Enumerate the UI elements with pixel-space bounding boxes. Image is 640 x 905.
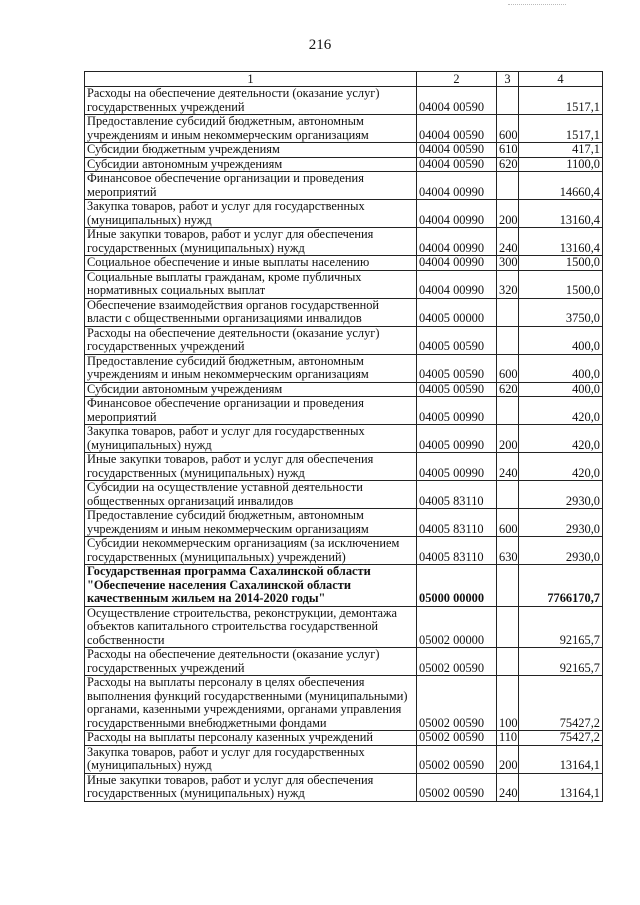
row-amount-cell: 13164,1 [519, 773, 603, 801]
row-code-cell: 05002 00590 [417, 676, 497, 731]
row-code-cell: 04004 00590 [417, 157, 497, 172]
row-name-cell: Расходы на выплаты персоналу казенных учреждений [85, 731, 417, 746]
row-name-cell: Финансовое обеспечение организации и проведения мероприятий [85, 397, 417, 425]
row-code-cell: 04005 00590 [417, 382, 497, 397]
header-col-code: 2 [417, 72, 497, 87]
row-code-cell: 04005 00990 [417, 453, 497, 481]
row-amount-cell: 14660,4 [519, 172, 603, 200]
row-type-cell: 600 [497, 354, 519, 382]
row-type-cell: 300 [497, 256, 519, 271]
row-name-cell: Предоставление субсидий бюджетным, автономным учреждениям и иным некоммерческим организациям [85, 509, 417, 537]
row-amount-cell: 417,1 [519, 143, 603, 158]
row-code-cell: 04004 00590 [417, 115, 497, 143]
row-amount-cell: 13160,4 [519, 228, 603, 256]
row-code-cell: 05002 00590 [417, 773, 497, 801]
row-code-cell: 05002 00590 [417, 745, 497, 773]
budget-table [84, 71, 603, 802]
table-row [85, 228, 603, 256]
table-row [85, 731, 603, 746]
row-code-cell: 04004 00990 [417, 270, 497, 298]
header-col-amount: 4 [519, 72, 603, 87]
row-name-cell: Расходы на обеспечение деятельности (оказание услуг) государственных учреждений [85, 648, 417, 676]
row-name-cell: Закупка товаров, работ и услуг для государственных (муниципальных) нужд [85, 425, 417, 453]
table-row [85, 537, 603, 565]
row-name-cell: Иные закупки товаров, работ и услуг для обеспечения государственных (муниципальных) нужд [85, 453, 417, 481]
table-row [85, 172, 603, 200]
row-type-cell: 610 [497, 143, 519, 158]
row-amount-cell: 1100,0 [519, 157, 603, 172]
row-amount-cell: 92165,7 [519, 648, 603, 676]
row-code-cell: 04005 00000 [417, 298, 497, 326]
row-type-cell: 200 [497, 200, 519, 228]
header-col-type: 3 [497, 72, 519, 87]
row-type-cell: 240 [497, 453, 519, 481]
row-name-cell: Субсидии бюджетным учреждениям [85, 143, 417, 158]
row-amount-cell: 400,0 [519, 354, 603, 382]
row-amount-cell: 1500,0 [519, 256, 603, 271]
row-type-cell: 320 [497, 270, 519, 298]
row-amount-cell: 2930,0 [519, 537, 603, 565]
row-code-cell: 04004 00590 [417, 143, 497, 158]
row-amount-cell: 420,0 [519, 453, 603, 481]
row-type-cell: 100 [497, 676, 519, 731]
row-amount-cell: 3750,0 [519, 298, 603, 326]
table-row [85, 298, 603, 326]
table-row [85, 481, 603, 509]
row-name-cell: Закупка товаров, работ и услуг для государственных (муниципальных) нужд [85, 200, 417, 228]
row-type-cell: 200 [497, 745, 519, 773]
table-row [85, 143, 603, 158]
row-code-cell: 05002 00590 [417, 648, 497, 676]
row-code-cell: 04004 00990 [417, 228, 497, 256]
table-row [85, 200, 603, 228]
table-row [85, 509, 603, 537]
row-type-cell [497, 397, 519, 425]
table-row [85, 565, 603, 607]
row-amount-cell: 75427,2 [519, 676, 603, 731]
header-col-name: 1 [85, 72, 417, 87]
table-row [85, 270, 603, 298]
row-amount-cell: 7766170,7 [519, 565, 603, 607]
row-code-cell: 05002 00000 [417, 606, 497, 648]
scan-artifact [508, 4, 566, 6]
row-code-cell: 04005 00990 [417, 425, 497, 453]
row-amount-cell: 420,0 [519, 425, 603, 453]
table-row [85, 745, 603, 773]
table-row [85, 453, 603, 481]
row-code-cell: 04004 00590 [417, 87, 497, 115]
row-name-cell: Государственная программа Сахалинской области "Обеспечение населения Сахалинской области качественным жильем на 2014-2020 годы" [85, 565, 417, 607]
row-name-cell: Осуществление строительства, реконструкции, демонтажа объектов капитального строительства государственной собственности [85, 606, 417, 648]
row-type-cell [497, 298, 519, 326]
table-row [85, 326, 603, 354]
row-type-cell: 630 [497, 537, 519, 565]
row-name-cell: Расходы на обеспечение деятельности (оказание услуг) государственных учреждений [85, 87, 417, 115]
row-type-cell: 110 [497, 731, 519, 746]
row-name-cell: Расходы на выплаты персоналу в целях обеспечения выполнения функций государственными (муниципальными) органами, казенными учреждениями, органами управления государственными внебюджетными фондами [85, 676, 417, 731]
row-code-cell: 04005 00590 [417, 354, 497, 382]
row-amount-cell: 1517,1 [519, 115, 603, 143]
row-amount-cell: 92165,7 [519, 606, 603, 648]
row-name-cell: Субсидии автономным учреждениям [85, 382, 417, 397]
table-row [85, 676, 603, 731]
row-amount-cell: 420,0 [519, 397, 603, 425]
table-row [85, 115, 603, 143]
table-row [85, 606, 603, 648]
row-type-cell: 240 [497, 228, 519, 256]
row-name-cell: Закупка товаров, работ и услуг для государственных (муниципальных) нужд [85, 745, 417, 773]
row-code-cell: 05002 00590 [417, 731, 497, 746]
table-row [85, 397, 603, 425]
row-name-cell: Субсидии некоммерческим организациям (за исключением государственных (муниципальных) учреждений) [85, 537, 417, 565]
row-amount-cell: 13160,4 [519, 200, 603, 228]
row-name-cell: Обеспечение взаимодействия органов государственной власти с общественными организациями инвалидов [85, 298, 417, 326]
row-type-cell [497, 648, 519, 676]
row-type-cell: 600 [497, 509, 519, 537]
row-code-cell: 04004 00990 [417, 172, 497, 200]
table-row [85, 157, 603, 172]
row-code-cell: 05000 00000 [417, 565, 497, 607]
row-code-cell: 04005 83110 [417, 481, 497, 509]
row-name-cell: Субсидии на осуществление уставной деятельности общественных организаций инвалидов [85, 481, 417, 509]
row-amount-cell: 400,0 [519, 382, 603, 397]
row-type-cell: 240 [497, 773, 519, 801]
row-code-cell: 04004 00990 [417, 256, 497, 271]
row-name-cell: Предоставление субсидий бюджетным, автономным учреждениям и иным некоммерческим организациям [85, 115, 417, 143]
row-amount-cell: 400,0 [519, 326, 603, 354]
row-code-cell: 04005 83110 [417, 537, 497, 565]
row-name-cell: Финансовое обеспечение организации и проведения мероприятий [85, 172, 417, 200]
table-row [85, 87, 603, 115]
row-type-cell [497, 172, 519, 200]
row-type-cell: 620 [497, 157, 519, 172]
row-type-cell: 600 [497, 115, 519, 143]
table-body [85, 87, 603, 802]
row-amount-cell: 13164,1 [519, 745, 603, 773]
row-name-cell: Иные закупки товаров, работ и услуг для обеспечения государственных (муниципальных) нужд [85, 228, 417, 256]
row-name-cell: Социальные выплаты гражданам, кроме публичных нормативных социальных выплат [85, 270, 417, 298]
row-type-cell [497, 326, 519, 354]
row-type-cell [497, 565, 519, 607]
row-code-cell: 04005 83110 [417, 509, 497, 537]
page-number: 216 [308, 37, 332, 53]
row-type-cell [497, 606, 519, 648]
row-type-cell: 200 [497, 425, 519, 453]
row-amount-cell: 1517,1 [519, 87, 603, 115]
header-row [85, 72, 603, 87]
row-code-cell: 04005 00590 [417, 326, 497, 354]
row-amount-cell: 1500,0 [519, 270, 603, 298]
row-name-cell: Предоставление субсидий бюджетным, автономным учреждениям и иным некоммерческим организациям [85, 354, 417, 382]
row-type-cell [497, 481, 519, 509]
row-type-cell [497, 87, 519, 115]
table-row [85, 425, 603, 453]
row-type-cell: 620 [497, 382, 519, 397]
row-amount-cell: 75427,2 [519, 731, 603, 746]
row-name-cell: Иные закупки товаров, работ и услуг для обеспечения государственных (муниципальных) нужд [85, 773, 417, 801]
table-row [85, 354, 603, 382]
row-name-cell: Социальное обеспечение и иные выплаты населению [85, 256, 417, 271]
row-code-cell: 04004 00990 [417, 200, 497, 228]
table-row [85, 256, 603, 271]
table-row [85, 648, 603, 676]
row-name-cell: Субсидии автономным учреждениям [85, 157, 417, 172]
row-code-cell: 04005 00990 [417, 397, 497, 425]
row-name-cell: Расходы на обеспечение деятельности (оказание услуг) государственных учреждений [85, 326, 417, 354]
row-amount-cell: 2930,0 [519, 481, 603, 509]
table-row [85, 382, 603, 397]
row-amount-cell: 2930,0 [519, 509, 603, 537]
table-row [85, 773, 603, 801]
